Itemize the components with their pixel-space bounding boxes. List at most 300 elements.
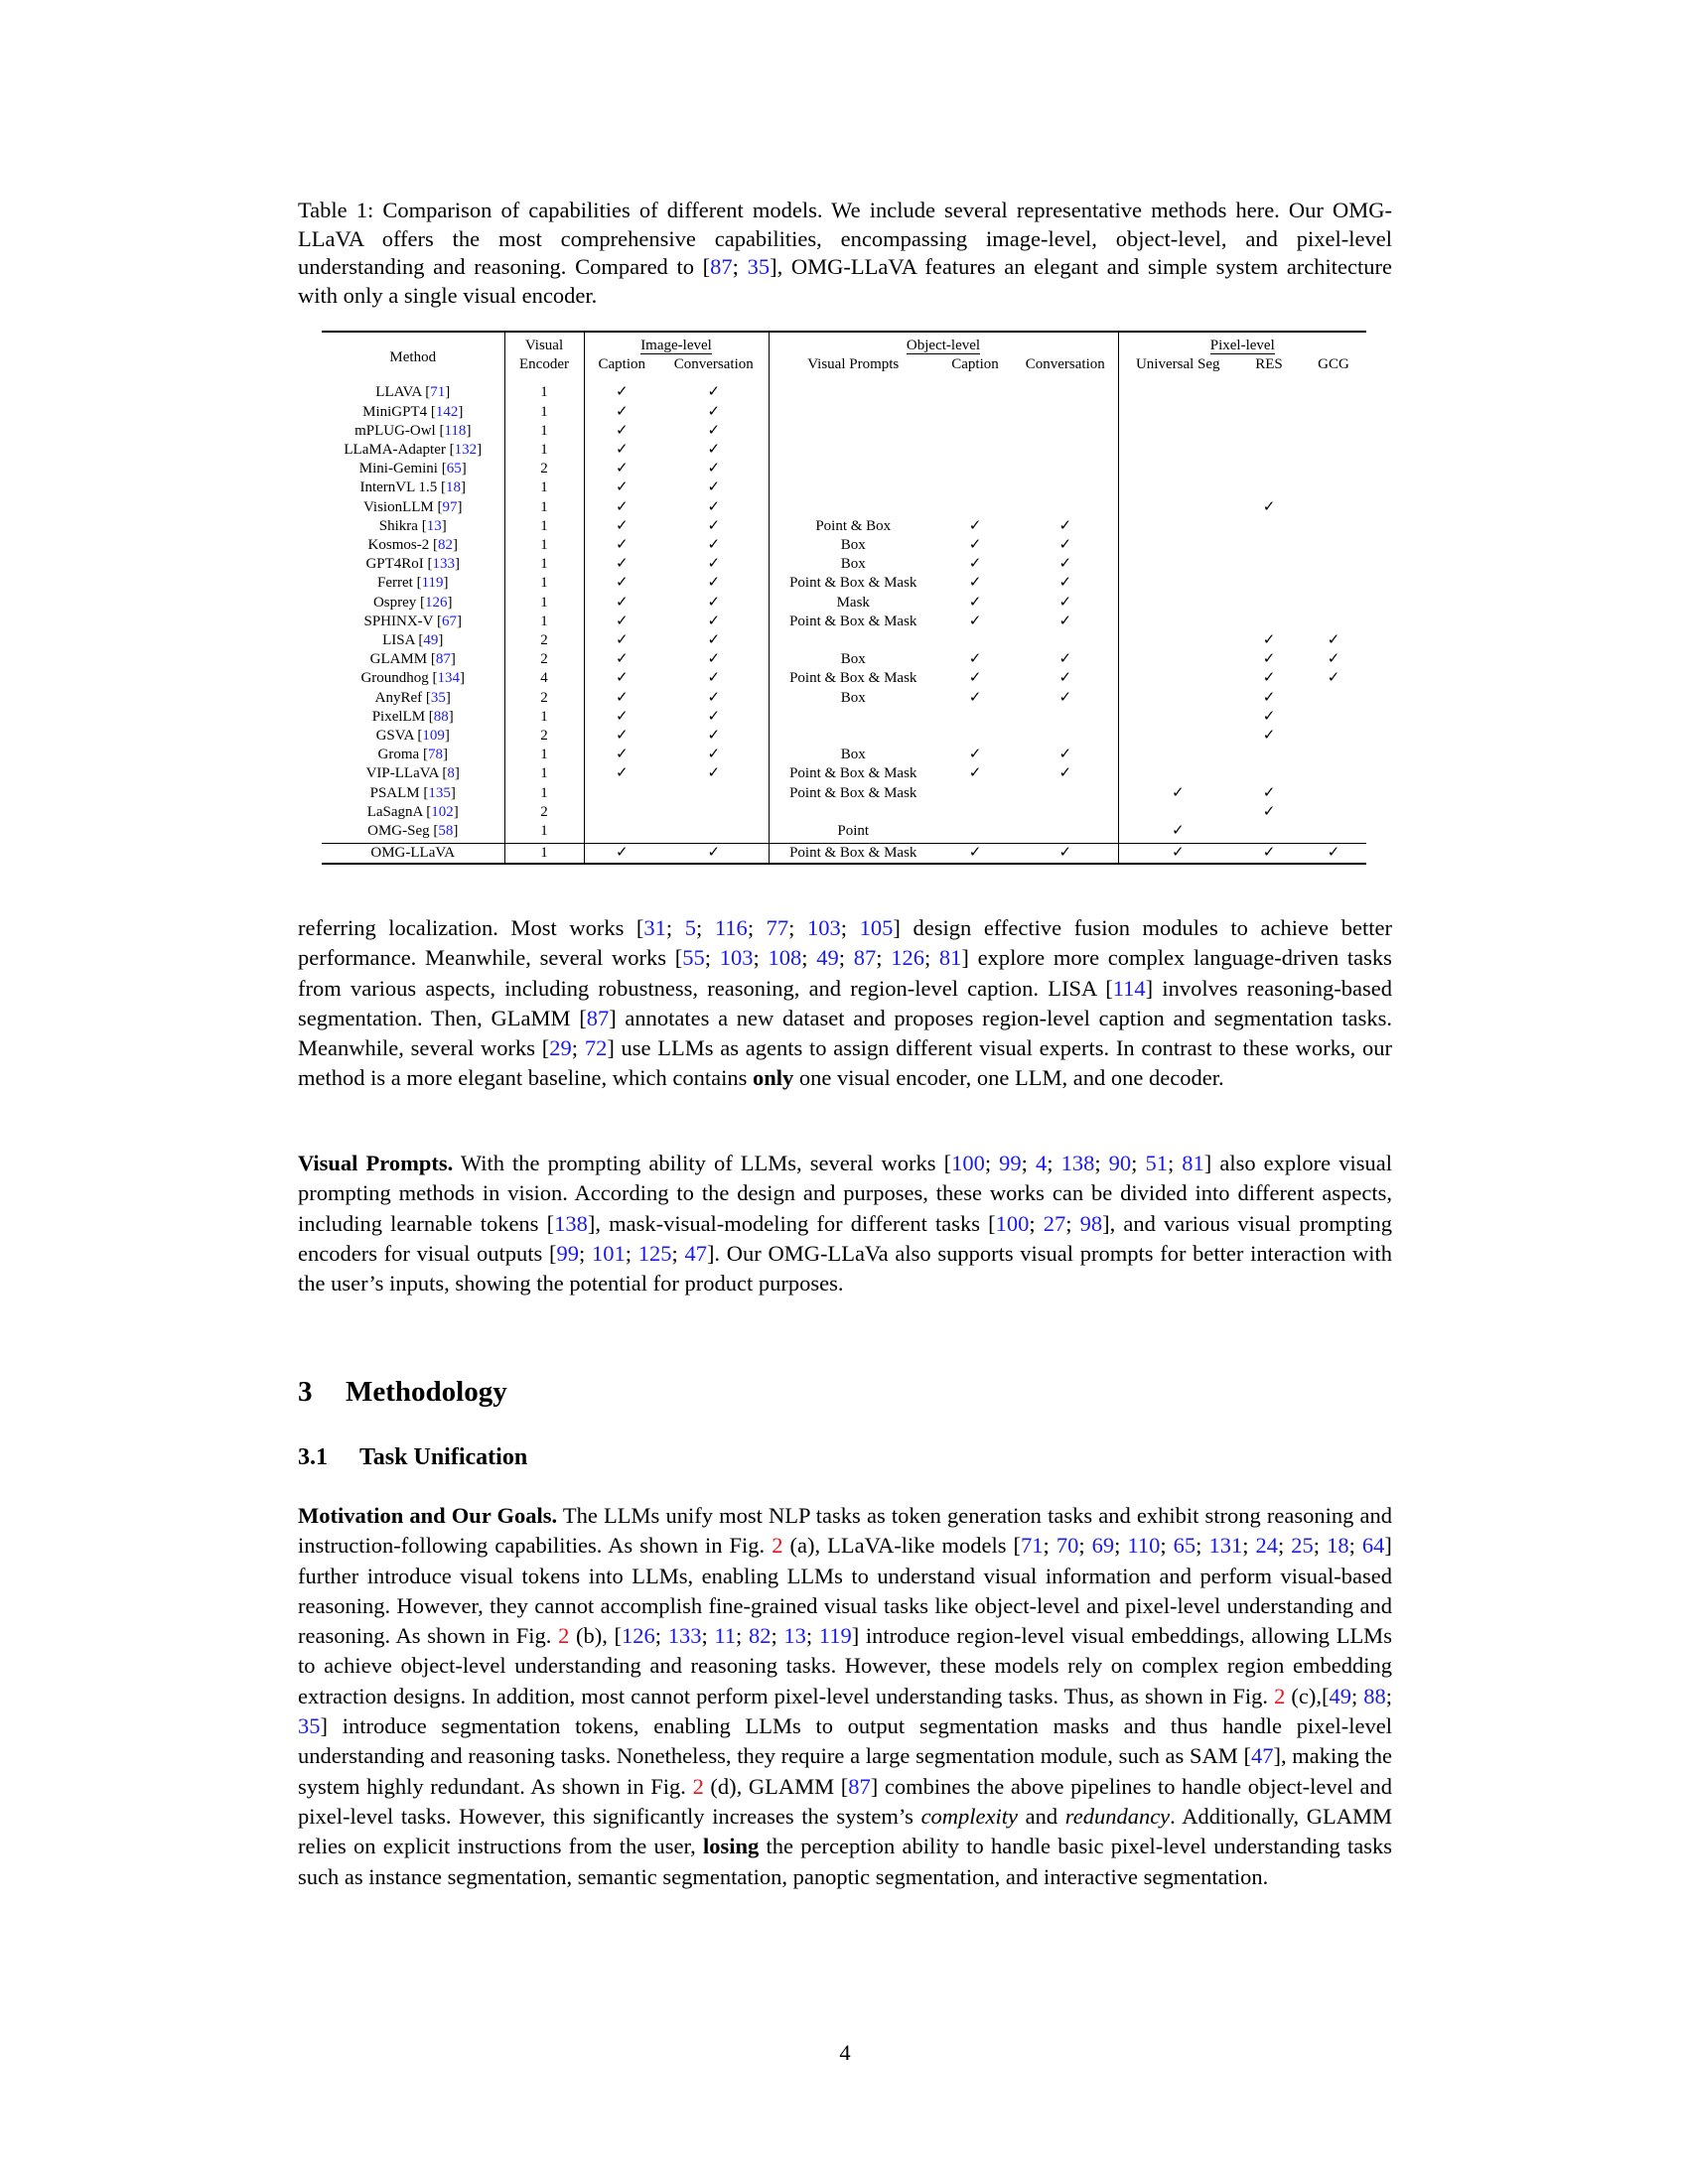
citation-link[interactable]: 55 <box>682 945 705 971</box>
capability-cell <box>1301 478 1366 497</box>
capability-cell: ✓ <box>659 631 769 650</box>
capability-cell <box>1118 379 1237 402</box>
capability-cell <box>1301 498 1366 517</box>
method-cell: InternVL 1.5 [18] <box>322 478 504 497</box>
image-level-header: Image-level <box>584 332 769 355</box>
capability-cell <box>769 422 937 441</box>
citation-link[interactable]: 29 <box>549 1035 572 1061</box>
method-name: PSALM <box>369 784 420 801</box>
capability-cell: ✓ <box>659 555 769 574</box>
capability-cell: ✓ <box>615 461 629 478</box>
capability-cell: ✓ <box>968 747 982 763</box>
table-row <box>322 708 1366 727</box>
capability-cell <box>584 822 659 844</box>
citation-link[interactable]: 114 <box>1112 975 1146 1001</box>
citation-link[interactable]: 110 <box>1127 1533 1161 1559</box>
method-cell: AnyRef [35] <box>322 689 504 708</box>
capability-cell <box>659 803 769 822</box>
column-header: Conversation <box>659 355 769 379</box>
encoder-count-cell: 2 <box>504 460 584 478</box>
capability-cell <box>1237 764 1301 783</box>
method-cell: Osprey [126] <box>322 594 504 613</box>
method-cell: LLAVA [71] <box>322 379 504 402</box>
citation-link[interactable]: 87 <box>848 1773 871 1799</box>
subsection-heading: 3.1 Task Unification <box>298 1444 528 1470</box>
capability-cell <box>1118 422 1237 441</box>
citation-link[interactable]: 49 <box>423 632 439 649</box>
capability-cell: ✓ <box>1327 632 1340 649</box>
citation-link[interactable]: 132 <box>454 442 478 459</box>
citation-link[interactable]: 51 <box>1145 1151 1168 1175</box>
method-cell: LaSagnA [102] <box>322 803 504 822</box>
table-row <box>322 631 1366 650</box>
section-heading: 3 Methodology <box>298 1376 507 1408</box>
capability-cell: ✓ <box>1013 517 1118 536</box>
method-name: Groma <box>377 747 420 763</box>
capability-cell: ✓ <box>968 594 982 611</box>
capability-cell: ✓ <box>1262 670 1276 687</box>
citation-link[interactable]: 102 <box>431 803 454 820</box>
method-name: Mini-Gemini <box>358 461 438 478</box>
citation-link[interactable]: 13 <box>426 517 442 534</box>
capability-cell: ✓ <box>659 517 769 536</box>
method-cell: Kosmos-2 [82] <box>322 536 504 555</box>
capability-cell: ✓ <box>615 708 629 725</box>
capability-cell <box>1118 517 1237 536</box>
capability-cell: ✓ <box>615 728 629 745</box>
capability-cell <box>1118 708 1237 727</box>
citation-link[interactable]: 4 <box>1035 1151 1048 1175</box>
citation-link[interactable]: 67 <box>441 613 457 629</box>
encoder-count-cell: 2 <box>504 727 584 746</box>
capability-cell <box>1013 631 1118 650</box>
capability-cell <box>1013 460 1118 478</box>
capability-cell: ✓ <box>1262 689 1276 706</box>
citation-link[interactable]: 65 <box>446 461 462 478</box>
citation-link[interactable]: 108 <box>768 945 802 971</box>
citation-link[interactable]: 24 <box>1255 1533 1278 1559</box>
encoder-count-cell: 1 <box>504 574 584 593</box>
capability-cell: ✓ <box>1237 844 1301 865</box>
citation-link[interactable]: 88 <box>433 708 449 725</box>
citation-link[interactable]: 82 <box>437 537 453 554</box>
capability-cell: Point & Box & Mask <box>789 765 917 782</box>
citation-link[interactable]: 133 <box>667 1623 702 1649</box>
citation-link[interactable]: 126 <box>622 1623 655 1649</box>
capability-cell <box>1301 422 1366 441</box>
method-name: Groundhog <box>360 670 429 687</box>
encoder-count-cell: 1 <box>504 822 584 844</box>
capability-cell <box>1301 689 1366 708</box>
capability-cell <box>937 498 1013 517</box>
table-row <box>322 574 1366 593</box>
method-cell: mPLUG-Owl [118] <box>322 422 504 441</box>
capability-cell: ✓ <box>659 689 769 708</box>
encoder-count-cell: 1 <box>504 764 584 783</box>
capability-cell: ✓ <box>1327 670 1340 687</box>
capability-cell: ✓ <box>1262 632 1276 649</box>
method-name: VIP-LLaVA <box>365 765 439 782</box>
capability-cell <box>1118 441 1237 460</box>
citation-link[interactable]: 119 <box>421 575 444 592</box>
capability-cell: ✓ <box>1262 803 1276 820</box>
capability-cell <box>1237 460 1301 478</box>
citation-link[interactable]: 131 <box>1208 1533 1243 1559</box>
related-work-paragraph: referring localization. Most works [31; 5; 116; 77; 103; 105] design effective fusion modules to achieve better performance. Meanwhile, several works [55; 103; 108; 49; 87; 126; 81] explore more complex language-driven tasks from various aspects, including robustness, reasoning, and region-level caption. LISA [114] involves reasoning-based segmentation. Then, GLaMM [87] annotates a new dataset and proposes region-level caption and segmentation tasks. Meanwhile, several works [29; 72] use LLMs as agents to assign different visual experts. In contrast to these works, our method is a more elegant baseline, which contains only one visual encoder, one LLM, and one decoder. <box>298 915 1393 1091</box>
capability-cell: Point & Box & Mask <box>789 784 917 801</box>
method-name: OMG-LLaVA <box>370 845 456 862</box>
capability-cell <box>1237 536 1301 555</box>
citation-link[interactable]: 88 <box>1363 1683 1386 1708</box>
method-cell: Shikra [13] <box>322 517 504 536</box>
capability-cell <box>1118 650 1237 669</box>
citation-link[interactable]: 71 <box>430 384 446 401</box>
table-body <box>322 379 1366 864</box>
citation-link[interactable]: 27 <box>1043 1210 1066 1236</box>
citation-link[interactable]: 103 <box>719 945 754 971</box>
capability-cell: ✓ <box>615 747 629 763</box>
encoder-count-cell: 1 <box>504 441 584 460</box>
method-name: LaSagnA <box>366 803 423 820</box>
citation-link[interactable]: 138 <box>554 1210 588 1236</box>
motivation-paragraph: Motivation and Our Goals. The LLMs unify most NLP tasks as token generation tasks and exhibit strong reasoning and instruction-following capabilities. As shown in Fig. 2 (a), LLaVA-like models [71; 70; 69; 110; 65; 131; 24; 25; 18; 64] further introduce visual tokens into LLMs, enabling LLMs to understand visual information and perform visual-based reasoning. However, they cannot accomplish fine-grained visual tasks like object-level and pixel-level understanding and reasoning. As shown in Fig. 2 (b), [126; 133; 11; 82; 13; 119] introduce region-level visual embeddings, allowing LLMs to achieve object-level understanding and reasoning tasks. However, these models rely on complex region embedding extraction designs. In addition, most cannot perform pixel-level understanding tasks. Thus, as shown in Fig. 2 (c),[49; 88; 35] introduce segmentation tokens, enabling LLMs to output segmentation masks and thus handle pixel-level understanding and reasoning tasks. Nonetheless, they require a large segmentation module, such as SAM [47], making the system highly redundant. As shown in Fig. 2 (d), GLAMM [87] combines the above pipelines to handle object-level and pixel-level tasks. However, this significantly increases the system’s complexity and redundancy. Additionally, GLAMM relies on explicit instructions from the user, losing the perception ability to handle basic pixel-level understanding tasks such as instance segmentation, semantic segmentation, panoptic segmentation, and interactive segmentation. <box>298 1503 1392 1889</box>
capability-cell: Point & Box & Mask <box>769 844 937 865</box>
capability-cell <box>1301 764 1366 783</box>
method-name: Kosmos-2 <box>367 537 430 554</box>
citation-link[interactable]: 5 <box>684 915 697 940</box>
method-cell: MiniGPT4 [142] <box>322 403 504 422</box>
citation-link[interactable]: 81 <box>1182 1151 1204 1175</box>
capability-cell: Box <box>840 689 866 706</box>
citation-link[interactable]: 87 <box>586 1005 610 1030</box>
figure-link[interactable]: 2 <box>558 1623 570 1649</box>
citation-link[interactable]: 125 <box>637 1240 672 1266</box>
method-cell: Ferret [119] <box>322 574 504 593</box>
citation-link[interactable]: 31 <box>643 915 666 940</box>
citation-link[interactable]: 72 <box>584 1035 608 1061</box>
method-cell: OMG-Seg [58] <box>322 822 504 844</box>
capability-cell: ✓ <box>659 460 769 478</box>
capability-cell <box>937 708 1013 727</box>
capability-cell: ✓ <box>584 844 659 865</box>
citation-link[interactable]: 58 <box>438 823 454 840</box>
page-number: 4 <box>839 2040 851 2065</box>
capability-cell: ✓ <box>1301 844 1366 865</box>
capability-cell <box>1013 784 1118 803</box>
encoder-count-cell: 1 <box>504 784 584 803</box>
capability-cell: ✓ <box>659 844 769 865</box>
capability-cell <box>1237 594 1301 613</box>
capability-cell: Point & Box & Mask <box>789 575 917 592</box>
capability-cell: ✓ <box>659 422 769 441</box>
citation-link[interactable]: 82 <box>748 1623 772 1649</box>
capability-cell: Point & Box & Mask <box>789 613 917 629</box>
citation-link[interactable]: 101 <box>592 1240 626 1266</box>
capability-cell: ✓ <box>615 651 629 668</box>
table-row <box>322 764 1366 783</box>
citation-link[interactable]: 126 <box>425 594 448 611</box>
capability-cell <box>1301 574 1366 593</box>
capability-cell: ✓ <box>615 632 629 649</box>
method-name: LISA <box>382 632 415 649</box>
citation-link[interactable]: 105 <box>859 915 894 940</box>
capability-cell <box>1301 403 1366 422</box>
citation-link[interactable]: 87 <box>710 254 733 279</box>
citation-link[interactable]: 87 <box>853 945 877 971</box>
capability-cell <box>1301 784 1366 803</box>
capability-cell: ✓ <box>659 498 769 517</box>
citation-link[interactable]: 103 <box>807 915 841 940</box>
encoder-count-cell: 1 <box>504 613 584 631</box>
citation-link[interactable]: 47 <box>1250 1743 1274 1769</box>
capability-cell: ✓ <box>1262 728 1276 745</box>
paragraph-heading: Visual Prompts. <box>298 1151 454 1175</box>
capability-cell: ✓ <box>1013 613 1118 631</box>
citation-link[interactable]: 11 <box>714 1623 737 1649</box>
citation-link[interactable]: 49 <box>1329 1683 1351 1708</box>
citation-link[interactable]: 81 <box>938 945 962 971</box>
encoder-count-cell: 1 <box>504 498 584 517</box>
capability-cell <box>769 498 937 517</box>
capability-cell: ✓ <box>659 650 769 669</box>
capability-cell: ✓ <box>1013 746 1118 764</box>
capability-cell <box>937 784 1013 803</box>
citation-link[interactable]: 126 <box>891 945 924 971</box>
citation-link[interactable]: 135 <box>428 784 451 801</box>
citation-link[interactable]: 133 <box>432 556 456 573</box>
citation-link[interactable]: 116 <box>714 915 748 940</box>
citation-link[interactable]: 77 <box>766 915 789 940</box>
citation-link[interactable]: 99 <box>999 1151 1022 1175</box>
capability-cell: ✓ <box>1171 784 1185 801</box>
capability-cell: ✓ <box>937 844 1013 865</box>
capability-cell <box>1118 403 1237 422</box>
citation-link[interactable]: 47 <box>684 1240 707 1266</box>
capability-cell <box>1301 441 1366 460</box>
method-cell: PixelLM [88] <box>322 708 504 727</box>
citation-link[interactable]: 18 <box>446 479 461 496</box>
column-header: GCG <box>1318 356 1349 373</box>
capability-cell: ✓ <box>1013 764 1118 783</box>
method-cell: Groma [78] <box>322 746 504 764</box>
citation-link[interactable]: 13 <box>783 1623 806 1649</box>
capability-cell <box>769 441 937 460</box>
capability-cell <box>937 631 1013 650</box>
capability-cell: ✓ <box>968 613 982 629</box>
capability-cell: ✓ <box>615 594 629 611</box>
capability-cell <box>937 803 1013 822</box>
capability-cell: Box <box>840 556 866 573</box>
table-header-row-groups <box>322 332 1366 355</box>
comparison-table <box>322 331 1366 865</box>
capability-cell: ✓ <box>615 575 629 592</box>
table-row <box>322 536 1366 555</box>
citation-link[interactable]: 119 <box>818 1623 852 1649</box>
capability-cell <box>1301 822 1366 844</box>
citation-link[interactable]: 25 <box>1291 1533 1314 1559</box>
capability-cell: ✓ <box>659 379 769 402</box>
capability-cell <box>769 460 937 478</box>
comparison-table-wrapper <box>322 331 1366 865</box>
capability-cell <box>1237 746 1301 764</box>
capability-cell: ✓ <box>659 727 769 746</box>
citation-link[interactable]: 118 <box>444 422 467 439</box>
figure-link[interactable]: 2 <box>772 1533 783 1559</box>
method-cell: GLAMM [87] <box>322 650 504 669</box>
capability-cell: ✓ <box>659 536 769 555</box>
method-cell: PSALM [135] <box>322 784 504 803</box>
capability-cell <box>1301 803 1366 822</box>
citation-link[interactable]: 49 <box>816 945 839 971</box>
citation-link[interactable]: 64 <box>1361 1533 1385 1559</box>
capability-cell <box>1301 555 1366 574</box>
encoder-count-cell: 1 <box>504 555 584 574</box>
method-name: GSVA <box>375 728 414 745</box>
capability-cell <box>1118 727 1237 746</box>
encoder-count-cell: 1 <box>504 403 584 422</box>
capability-cell: ✓ <box>1262 784 1276 801</box>
capability-cell <box>1118 746 1237 764</box>
capability-cell <box>584 784 659 803</box>
capability-cell <box>1118 764 1237 783</box>
capability-cell <box>937 478 1013 497</box>
capability-cell: ✓ <box>659 594 769 613</box>
table-row <box>322 441 1366 460</box>
citation-link[interactable]: 65 <box>1173 1533 1196 1559</box>
method-cell: Mini-Gemini [65] <box>322 460 504 478</box>
capability-cell: ✓ <box>968 689 982 706</box>
citation-link[interactable]: 87 <box>435 651 451 668</box>
capability-cell: ✓ <box>615 403 629 420</box>
capability-cell: ✓ <box>968 670 982 687</box>
citation-link[interactable]: 71 <box>1021 1533 1044 1559</box>
capability-cell <box>1013 727 1118 746</box>
encoder-count-cell: 1 <box>504 844 584 865</box>
capability-cell <box>659 822 769 844</box>
method-name: MiniGPT4 <box>362 403 428 420</box>
encoder-count-cell: 2 <box>504 650 584 669</box>
column-header: Caption <box>951 356 999 373</box>
capability-cell: ✓ <box>615 765 629 782</box>
citation-link[interactable]: 35 <box>747 254 771 279</box>
citation-link[interactable]: 100 <box>995 1210 1030 1236</box>
capability-cell <box>1237 478 1301 497</box>
capability-cell: ✓ <box>615 556 629 573</box>
table-row <box>322 498 1366 517</box>
table-row <box>322 422 1366 441</box>
citation-link[interactable]: 69 <box>1091 1533 1115 1559</box>
capability-cell <box>1301 594 1366 613</box>
method-cell: Groundhog [134] <box>322 669 504 688</box>
capability-cell <box>1118 478 1237 497</box>
citation-link[interactable]: 134 <box>437 670 461 687</box>
capability-cell <box>1013 803 1118 822</box>
capability-cell <box>1237 422 1301 441</box>
citation-link[interactable]: 35 <box>430 689 446 706</box>
capability-cell: ✓ <box>615 670 629 687</box>
method-name: mPLUG-Owl <box>354 422 436 439</box>
visual-header-bottom: Encoder <box>504 355 584 379</box>
capability-cell: ✓ <box>1013 594 1118 613</box>
method-name: SPHINX-V <box>363 613 434 629</box>
table-row <box>322 403 1366 422</box>
figure-link[interactable]: 2 <box>1274 1683 1286 1708</box>
method-cell <box>322 844 504 865</box>
capability-cell: ✓ <box>968 556 982 573</box>
capability-cell <box>1237 822 1301 844</box>
citation-link[interactable]: 138 <box>1060 1151 1095 1175</box>
capability-cell <box>1118 574 1237 593</box>
method-cell: VIP-LLaVA [8] <box>322 764 504 783</box>
encoder-count-cell: 1 <box>504 478 584 497</box>
figure-link[interactable]: 2 <box>692 1773 704 1799</box>
citation-link[interactable]: 90 <box>1108 1151 1132 1175</box>
citation-link[interactable]: 98 <box>1079 1210 1103 1236</box>
capability-cell: ✓ <box>1262 708 1276 725</box>
capability-cell: ✓ <box>615 517 629 534</box>
method-cell: LLaMA-Adapter [132] <box>322 441 504 460</box>
capability-cell: Point & Box & Mask <box>789 670 917 687</box>
capability-cell <box>1301 708 1366 727</box>
capability-cell: ✓ <box>615 537 629 554</box>
capability-cell <box>659 784 769 803</box>
capability-cell: ✓ <box>1013 844 1118 865</box>
capability-cell: ✓ <box>659 478 769 497</box>
capability-cell: ✓ <box>659 669 769 688</box>
capability-cell: ✓ <box>968 575 982 592</box>
capability-cell: ✓ <box>1171 823 1185 840</box>
capability-cell: ✓ <box>659 764 769 783</box>
citation-link[interactable]: 35 <box>298 1713 321 1739</box>
citation-link[interactable]: 142 <box>435 403 459 420</box>
capability-cell <box>937 460 1013 478</box>
capability-cell <box>1013 441 1118 460</box>
citation-link[interactable]: 78 <box>427 747 443 763</box>
capability-cell <box>1013 403 1118 422</box>
capability-cell <box>1237 379 1301 402</box>
capability-cell <box>1118 613 1237 631</box>
citation-link[interactable]: 8 <box>447 765 455 782</box>
capability-cell <box>769 631 937 650</box>
citation-link[interactable]: 109 <box>422 728 445 745</box>
capability-cell: ✓ <box>659 746 769 764</box>
capability-cell <box>769 708 937 727</box>
capability-cell: ✓ <box>659 574 769 593</box>
citation-link[interactable]: 100 <box>951 1151 985 1175</box>
method-name: Shikra <box>378 517 418 534</box>
capability-cell: ✓ <box>615 613 629 629</box>
capability-cell <box>937 403 1013 422</box>
table-row <box>322 379 1366 402</box>
capability-cell: ✓ <box>615 479 629 496</box>
citation-link[interactable]: 97 <box>442 498 458 515</box>
capability-cell <box>769 403 937 422</box>
capability-cell: ✓ <box>615 442 629 459</box>
method-cell: GSVA [109] <box>322 727 504 746</box>
citation-link[interactable]: 70 <box>1055 1533 1079 1559</box>
table-row <box>322 650 1366 669</box>
column-header: Universal Seg <box>1135 356 1220 373</box>
method-name: LLAVA <box>375 384 422 401</box>
method-name: GLAMM <box>369 651 428 668</box>
capability-cell <box>1301 727 1366 746</box>
capability-cell: Point <box>837 823 870 840</box>
method-name: OMG-Seg <box>367 823 430 840</box>
citation-link[interactable]: 99 <box>556 1240 580 1266</box>
citation-link[interactable]: 18 <box>1327 1533 1349 1559</box>
column-header: Caption <box>598 356 645 373</box>
visual-header-top: Visual <box>504 332 584 355</box>
